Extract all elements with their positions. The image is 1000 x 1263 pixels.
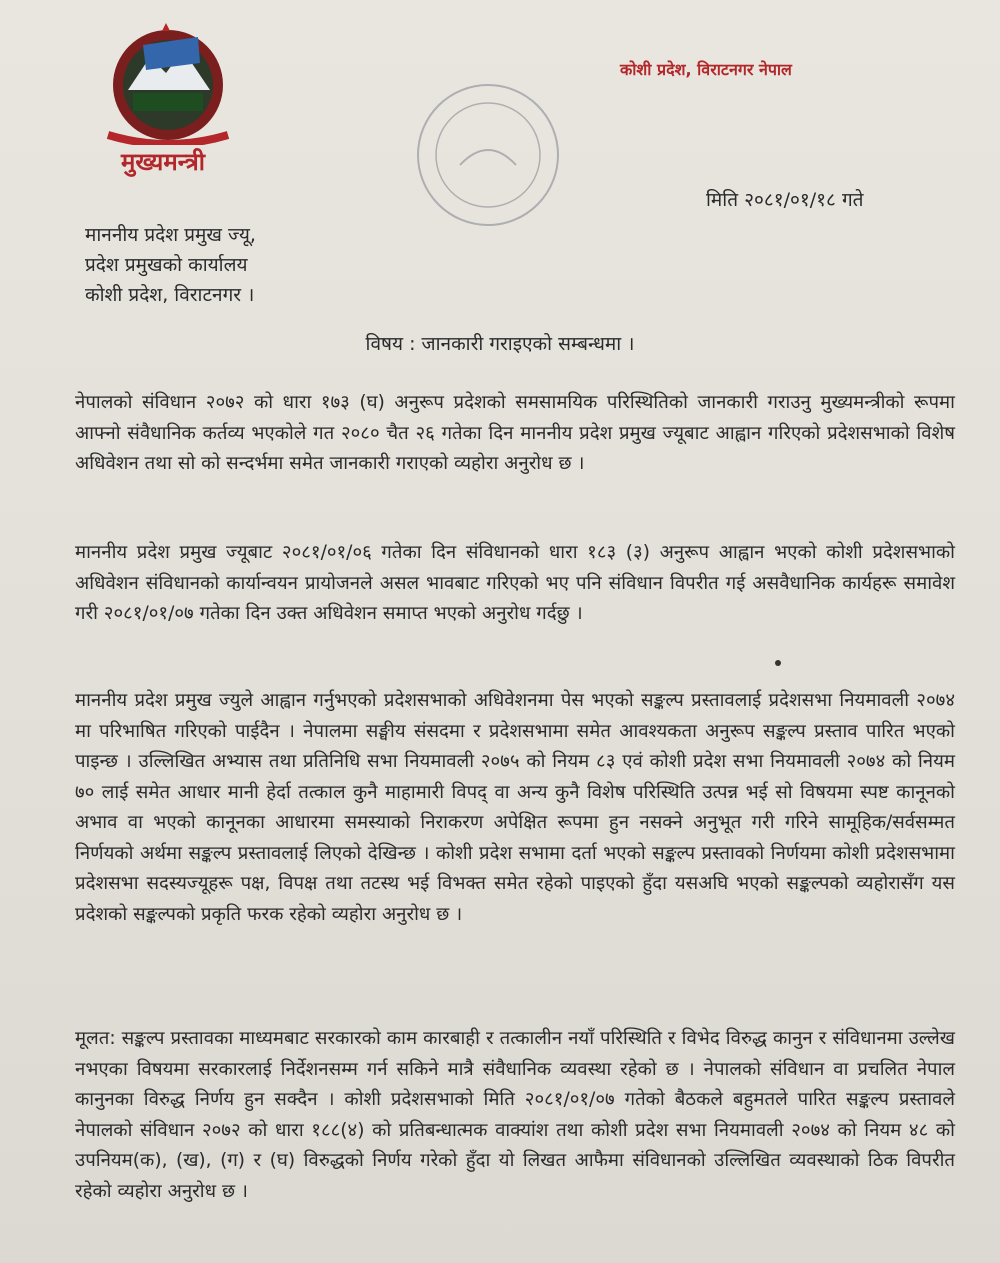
body-paragraph-3: माननीय प्रदेश प्रमुख ज्युले आह्वान गर्नुभएको प्रदेशसभाको अधिवेशनमा पेस भएको सङ्कल्प प्रस्तावलाई प्रदेशसभा नियमावली २०७४ मा परिभाषित गरिएको पाईदैन । नेपालमा सङ्घीय संसदमा र प्रदेशसभामा समेत आवश्यकता अनुरूप सङ्कल्प प्रस्ताव पारित भएको पाइन्छ । उल्लिखित अभ्यास तथा प्रतिनिधि सभा नियमावली २०७५ को नियम ८३ एवं कोशी प्रदेश सभा नियमावली २०७४ को नियम ७० लाई समेत आधार मानी हेर्दा तत्काल कुनै माहामारी विपद् वा अन्य कुनै विशेष परिस्थिति उत्पन्न भई सो विषयमा स्पष्ट कानूनको अभाव वा भएको कानूनका आधारमा समस्याको निराकरण अपेक्षित रूपमा हुन नसक्ने अनुभूत गरी गरिने सामूहिक/सर्वसम्मत निर्णयको अर्थमा सङ्कल्प प्रस्तावलाई लिएको देखिन्छ । कोशी प्रदेश सभामा दर्ता भएको सङ्कल्प प्रस्तावको निर्णयमा कोशी प्रदेशसभामा प्रदेशसभा सदस्यज्यूहरू पक्ष, विपक्ष तथा तटस्थ भई विभक्त समेत रहेको पाइएको हुँदा यसअघि भएको सङ्कल्पको व्यहोरासँग यस प्रदेशको सङ्कल्पको प्रकृति फरक रहेको व्यहोरा अनुरोध छ । — [75, 690, 955, 925]
recipient-line-1: माननीय प्रदेश प्रमुख ज्यू, — [85, 224, 256, 246]
body-paragraph-2: माननीय प्रदेश प्रमुख ज्यूबाट २०८१/०१/०६ गतेका दिन संविधानको धारा १८३ (३) अनुरूप आह्वान भएको कोशी प्रदेशसभाको अधिवेशन संविधानको कार्यान्वयन प्रायोजनले असल भावबाट गरिएको भए पनि संविधान विपरीत गई असवैधानिक कार्यहरू समावेश गरी २०८१/०१/०७ गतेका दिन उक्त अधिवेशन समाप्त भएको अनुरोध गर्दछु । — [75, 542, 956, 624]
ink-dot — [775, 660, 781, 666]
office-title: मुख्यमन्त्री — [121, 148, 205, 176]
recipient-line-3: कोशी प्रदेश, विराटनगर । — [85, 284, 255, 306]
letter-subject: विषय : जानकारी गराइएको सम्बन्धमा । — [365, 333, 635, 355]
recipient-line-2: प्रदेश प्रमुखको कार्यालय — [85, 254, 248, 276]
letter-date: मिति २०८१/०१/१८ गते — [706, 189, 864, 211]
nepal-emblem-icon — [88, 15, 248, 145]
body-paragraph-4: मूलत: सङ्कल्प प्रस्तावका माध्यमबाट सरकारको काम कारबाही र तत्कालीन नयाँ परिस्थिति र विभेद विरुद्ध कानुन र संविधानमा उल्लेख नभएका विषयमा सरकारलाई निर्देशनसम्म गर्न सकिने मात्रै संवैधानिक व्यवस्था रहेको छ । नेपालको संविधान वा प्रचलित नेपाल कानुनका विरुद्ध निर्णय हुन सक्दैन । कोशी प्रदेशसभाको मिति २०८१/०१/०७ गतेको बैठकले बहुमतले पारित सङ्कल्प प्रस्तावले नेपालको संविधान २०७२ को धारा १८८(४) को प्रतिबन्धात्मक वाक्यांश तथा कोशी प्रदेश सभा नियमावली २०७४ को नियम ४८ को उपनियम(क), (ख), (ग) र (घ) विरुद्धको निर्णय गरेको हुँदा यो लिखत आफैमा संविधानको उल्लिखित व्यवस्थाको ठिक विपरीत रहेको व्यहोरा अनुरोध छ । — [75, 1028, 955, 1202]
body-paragraph-1: नेपालको संविधान २०७२ को धारा १७३ (घ) अनुरूप प्रदेशको समसामयिक परिस्थितिको जानकारी गराउनु मुख्यमन्त्रीको रूपमा आफ्नो संवैधानिक कर्तव्य भएकोले गत २०८० चैत २६ गतेका दिन माननीय प्रदेश प्रमुख ज्यूबाट आह्वान गरिएको प्रदेशसभाको विशेष अधिवेशन तथा सो को सन्दर्भमा समेत जानकारी गराएको व्यहोरा अनुरोध छ । — [75, 392, 955, 474]
office-address: कोशी प्रदेश, विराटनगर नेपाल — [620, 60, 792, 79]
recipient-block — [85, 220, 256, 310]
office-seal-stamp — [400, 75, 575, 235]
